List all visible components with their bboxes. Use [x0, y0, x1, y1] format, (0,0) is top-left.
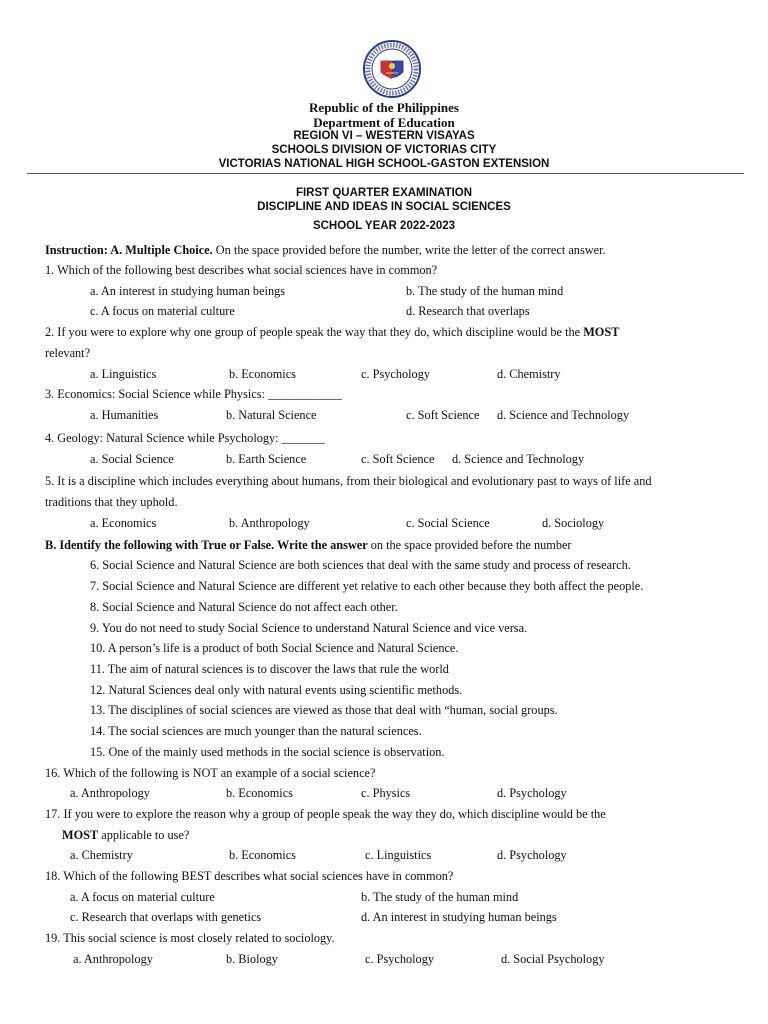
q2-choice-b: b. Economics — [229, 367, 296, 381]
q4-choice-a: a. Social Science — [90, 452, 174, 466]
q18-choice-d: d. An interest in studying human beings — [361, 910, 557, 924]
q19-choice-d: d. Social Psychology — [501, 952, 605, 966]
part-b-label: B. Identify the following with True or False. Write the answer — [45, 538, 368, 552]
q19-choice-c: c. Psychology — [365, 952, 434, 966]
question-18: 18. Which of the following BEST describes what social sciences have in common? — [45, 869, 454, 883]
q16-choice-a: a. Anthropology — [70, 786, 150, 800]
q5-choice-d: d. Sociology — [542, 516, 605, 530]
tf-item-6: 6. Social Science and Natural Science are both sciences that deal with the same study and process of research. — [90, 558, 631, 572]
q19-choice-a: a. Anthropology — [73, 952, 153, 966]
q2-emphasis: MOST — [583, 325, 620, 339]
q18-choice-c: c. Research that overlaps with genetics — [70, 910, 262, 924]
exam-title: FIRST QUARTER EXAMINATION — [295, 187, 473, 199]
tf-item-12: 12. Natural Sciences deal only with natural events using scientific methods. — [90, 683, 463, 697]
exam-subject: DISCIPLINE AND IDEAS IN SOCIAL SCIENCES — [257, 201, 511, 213]
q16-choice-c: c. Physics — [361, 786, 411, 800]
tf-item-13: 13. The disciplines of social sciences are viewed as those that deal with “human, social groups. — [90, 703, 558, 717]
question-2-cont: relevant? — [45, 346, 91, 360]
question-16: 16. Which of the following is NOT an example of a social science? — [45, 766, 376, 780]
department-line: Department of Education — [313, 115, 455, 130]
school-line: VICTORIAS NATIONAL HIGH SCHOOL-GASTON EXTENSION — [218, 158, 550, 170]
q3-choice-d: d. Science and Technology — [497, 408, 630, 422]
tf-item-7: 7. Social Science and Natural Science are different yet relative to each other because they both affect the people. — [90, 579, 644, 593]
question-17: 17. If you were to explore the reason why a group of people speak the way they do, which discipline would be the — [45, 807, 606, 821]
q1-choice-b: b. The study of the human mind — [406, 284, 564, 298]
part-b-text: on the space provided before the number — [367, 538, 572, 552]
header-divider — [27, 173, 744, 174]
division-line: SCHOOLS DIVISION OF VICTORIAS CITY — [271, 144, 497, 156]
q4-choice-d: d. Science and Technology — [452, 452, 585, 466]
question-2 — [45, 325, 619, 339]
q17-choice-b: b. Economics — [229, 848, 296, 862]
exam-year: SCHOOL YEAR 2022-2023 — [312, 220, 456, 232]
tf-item-9: 9. You do not need to study Social Science to understand Natural Science and vice versa. — [90, 621, 528, 635]
part-b-instruction — [45, 538, 572, 552]
q2-choice-a: a. Linguistics — [90, 367, 157, 381]
q18-choice-a: a. A focus on material culture — [70, 890, 215, 904]
q2-choice-c: c. Psychology — [361, 367, 430, 381]
question-5: 5. It is a discipline which includes everything about humans, from their biological and evolutionary past to ways of life and — [45, 474, 652, 488]
tf-item-10: 10. A person’s life is a product of both Social Science and Natural Science. — [90, 641, 459, 655]
tf-item-8: 8. Social Science and Natural Science do not affect each other. — [90, 600, 398, 614]
q16-choice-b: b. Economics — [226, 786, 293, 800]
q5-choice-c: c. Social Science — [406, 516, 490, 530]
q2-choice-d: d. Chemistry — [497, 367, 561, 381]
q19-choice-b: b. Biology — [226, 952, 278, 966]
question-3: 3. Economics: Social Science while Physics: ____________ — [45, 387, 342, 401]
q3-choice-b: b. Natural Science — [226, 408, 317, 422]
q17-choice-c: c. Linguistics — [365, 848, 432, 862]
tf-item-15: 15. One of the mainly used methods in the social science is observation. — [90, 745, 445, 759]
q2-text: 2. If you were to explore why one group of people speak the way that they do, which discipline would be the — [45, 325, 584, 339]
q17-emphasis: MOST — [62, 828, 99, 842]
tf-item-14: 14. The social sciences are much younger than the natural sciences. — [90, 724, 422, 738]
part-a-label: Instruction: A. Multiple Choice. — [45, 243, 213, 257]
q5-choice-b: b. Anthropology — [229, 516, 310, 530]
q3-choice-a: a. Humanities — [90, 408, 159, 422]
question-19: 19. This social science is most closely related to sociology. — [45, 931, 335, 945]
q4-choice-c: c. Soft Science — [361, 452, 435, 466]
q17-text-post: applicable to use? — [98, 828, 190, 842]
q3-choice-c: c. Soft Science — [406, 408, 480, 422]
republic-line: Republic of the Philippines — [309, 100, 459, 115]
q1-choice-c: c. A focus on material culture — [90, 304, 235, 318]
part-a-instruction — [45, 243, 606, 257]
q17-choice-a: a. Chemistry — [70, 848, 133, 862]
question-4: 4. Geology: Natural Science while Psychology: _______ — [45, 431, 325, 445]
part-a-text: On the space provided before the number, write the letter of the correct answer. — [212, 243, 606, 257]
q18-choice-b: b. The study of the human mind — [361, 890, 519, 904]
question-17-cont — [62, 828, 189, 842]
q5-choice-a: a. Economics — [90, 516, 157, 530]
question-1: 1. Which of the following best describes what social sciences have in common? — [45, 263, 438, 277]
q16-choice-d: d. Psychology — [497, 786, 567, 800]
q17-choice-d: d. Psychology — [497, 848, 567, 862]
q1-choice-a: a. An interest in studying human beings — [90, 284, 286, 298]
region-line: REGION VI – WESTERN VISAYAS — [293, 130, 475, 142]
q4-choice-b: b. Earth Science — [226, 452, 307, 466]
tf-item-11: 11. The aim of natural sciences is to discover the laws that rule the world — [90, 662, 449, 676]
question-5-cont: traditions that they uphold. — [45, 495, 178, 509]
q1-choice-d: d. Research that overlaps — [406, 304, 530, 318]
deped-seal-icon — [362, 39, 422, 99]
